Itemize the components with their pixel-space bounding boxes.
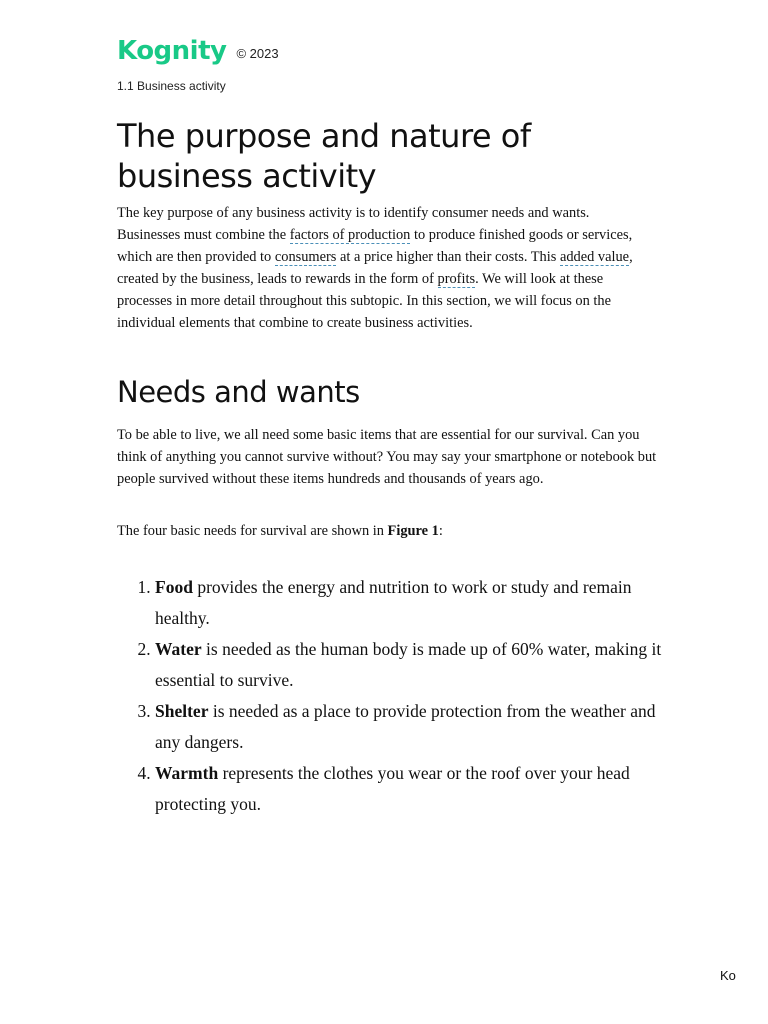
glossary-term-factors-of-production[interactable]: factors of production bbox=[289, 227, 411, 243]
list-item bbox=[155, 634, 675, 696]
figure-reference-suffix: : bbox=[438, 523, 443, 539]
list-item bbox=[155, 696, 675, 758]
need-description: is needed as the human body is made up of 60% water, making it essential to survive. bbox=[155, 639, 662, 690]
intro-text-1: The key purpose of any business activity is to identify consumer needs and wants. Businesses must combine the bbox=[117, 205, 590, 243]
needs-intro-paragraph: To be able to live, we all need some basic items that are essential for our survival. Can you think of anything you cannot survive without? You may say your smartphone or notebook but people survived without these items hundreds and thousands of years ago. bbox=[117, 427, 657, 487]
logo-wordmark: Kognity bbox=[117, 36, 227, 66]
page-title: The purpose and nature of business activity bbox=[117, 117, 531, 195]
intro-text-4: , created by the business, leads to rewards in the form of bbox=[117, 249, 633, 287]
basic-needs-list bbox=[117, 572, 675, 820]
need-term: Warmth bbox=[155, 763, 219, 783]
figure-reference-prefix: The four basic needs for survival are shown in bbox=[117, 523, 388, 539]
need-description: is needed as a place to provide protection from the weather and any dangers. bbox=[155, 701, 656, 752]
intro-text-2: to produce finished goods or services, which are then provided to bbox=[117, 227, 633, 265]
need-term: Shelter bbox=[155, 701, 209, 721]
intro-text-3: at a price higher than their costs. This bbox=[336, 249, 560, 265]
section-heading: Needs and wants bbox=[117, 375, 360, 409]
glossary-term-consumers[interactable]: consumers bbox=[274, 249, 337, 265]
need-description: represents the clothes you wear or the roof over your head protecting you. bbox=[155, 763, 630, 814]
list-item bbox=[155, 572, 675, 634]
glossary-term-profits[interactable]: profits bbox=[437, 271, 476, 287]
need-term: Water bbox=[155, 639, 202, 659]
intro-text-5: . We will look at these processes in more detail throughout this subtopic. In this section, we will focus on the individual elements that combine to create business activities. bbox=[117, 271, 611, 331]
glossary-term-added-value[interactable]: added value bbox=[559, 249, 630, 265]
need-description: provides the energy and nutrition to work or study and remain healthy. bbox=[155, 577, 632, 628]
breadcrumb: 1.1 Business activity bbox=[117, 79, 226, 93]
intro-paragraph bbox=[117, 202, 647, 334]
figure-reference-link: Figure 1 bbox=[387, 523, 439, 539]
list-item bbox=[155, 758, 675, 820]
copyright-text: © 2023 bbox=[236, 45, 279, 61]
page-header bbox=[117, 34, 279, 68]
kognity-logo bbox=[117, 38, 226, 64]
figure-reference-paragraph bbox=[117, 520, 657, 542]
need-term: Food bbox=[155, 577, 193, 597]
footer-logo-fragment: Ko bbox=[720, 968, 736, 983]
